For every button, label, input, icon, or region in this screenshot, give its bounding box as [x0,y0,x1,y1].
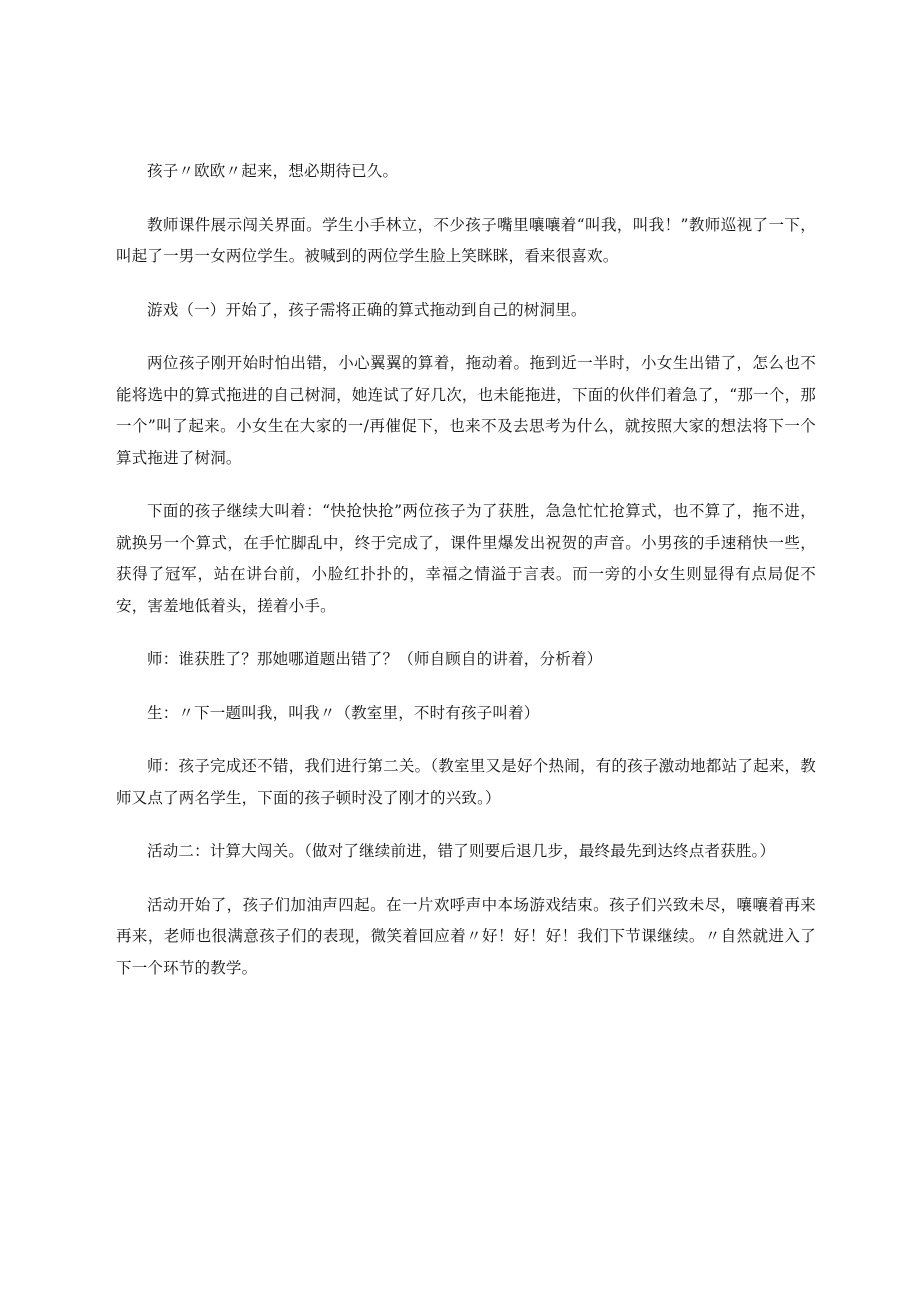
paragraph-9: 活动二：计算大闯关。（做对了继续前进，错了则要后退几步，最终最先到达终点者获胜。） [147,842,776,860]
paragraph-5: 下面的孩子继续大叫着：“快抢快抢”两位孩子为了获胜，急急忙忙抢算式，也不算了，拖不进，就换另一个算式，在手忙脚乱中，终于完成了，课件里爆发出祝贺的声音。小男孩的手速稍快一些，获得了冠军，站在讲台前，小脸红扑扑的，幸福之情溢于言表。而一旁的小女生则显得有点局促不安，害羞地低着头，搓着小手。 [116,502,816,615]
paragraph-8: 师：孩子完成还不错，我们进行第二关。（教室里又是好个热闹，有的孩子激动地都站了起来，教师又点了两名学生，下面的孩子顿时没了刚才的兴致。） [116,757,816,807]
paragraph-3: 游戏（一）开始了，孩子需将正确的算式拖动到自己的树洞里。 [147,300,587,319]
document-body [116,156,816,1006]
paragraph-7: 生：〃下一题叫我，叫我〃（教室里，不时有孩子叫着） [147,703,540,722]
paragraph-6: 师：谁获胜了？那她哪道题出错了？（师自顾自的讲着，分析着） [147,650,603,668]
paragraph-1: 孩子〃欧欧〃起来，想必期待已久。 [147,162,399,180]
paragraph-4: 两位孩子刚开始时怕出错，小心翼翼的算着，拖动着。拖到近一半时，小女生出错了，怎么也不能将选中的算式拖进的自己树洞，她连试了好几次，也未能拖进，下面的伙伴们着急了，“那一个，那一个”叫了起来。小女生在大家的一/再催促下，也来不及去思考为什么，就按照大家的想法将下一个算式拖进了树洞。 [116,354,816,467]
paragraph-10: 活动开始了，孩子们加油声四起。在一片欢呼声中本场游戏结束。孩子们兴致未尽，嚷嚷着再来再来，老师也很满意孩子们的表现，微笑着回应着〃好！好！好！我们下节课继续。〃自然就进入了下一个环节的教学。 [116,895,816,977]
paragraph-2: 教师课件展示闯关界面。学生小手林立，不少孩子嘴里嚷嚷着“叫我，叫我！”教师巡视了一下，叫起了一男一女两位学生。被喊到的两位学生脸上笑眯眯，看来很喜欢。 [116,215,816,265]
